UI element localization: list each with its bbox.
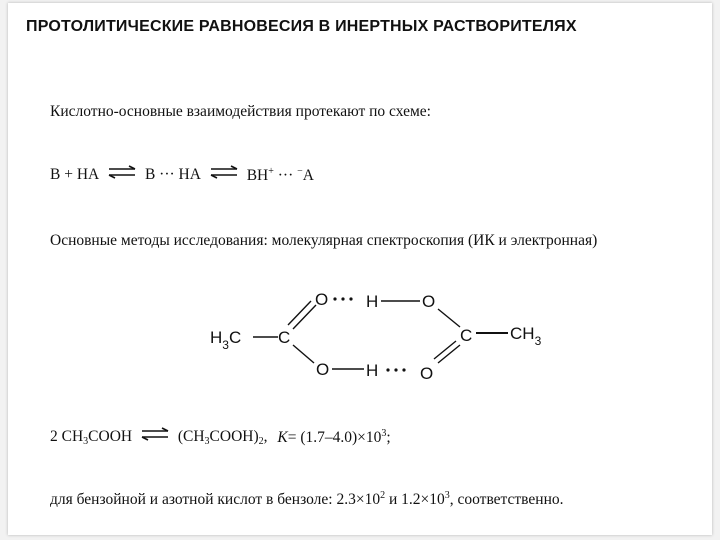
acetic-acid-dimer-diagram	[198, 283, 578, 393]
scheme-equation	[50, 165, 314, 185]
h-bottom-label: H	[366, 361, 379, 380]
equilibrium-arrow-icon	[209, 165, 239, 179]
o-top-right-label: O	[422, 292, 436, 311]
c-left-label: C	[278, 328, 291, 347]
equilibrium-constant: $K= (1.7-4.0)\times 10^3$;	[277, 427, 391, 447]
scheme-right: BH+ ··· −A	[246, 165, 314, 185]
scheme-intro: Кислотно-основные взаимодействия протекают по схеме:	[50, 103, 431, 120]
ch3-label: $CH_3$	[510, 324, 542, 348]
h-top-label: H	[366, 292, 379, 311]
equilibrium-arrow-icon	[107, 165, 137, 179]
slide-frame	[8, 3, 712, 535]
o-bottom-right-label: O	[420, 364, 434, 383]
slide-title: ПРОТОЛИТИЧЕСКИЕ РАВНОВЕСИЯ В ИНЕРТНЫХ РАСТВОРИТЕЛЯХ	[26, 18, 577, 35]
footer-text: для бензойной и азотной кислот в бензоле: $2.3\times 10^2$ и $1.2\times 10^3$, соответственно.	[50, 490, 564, 509]
methods-text: Основные методы исследования: молекулярная спектроскопия (ИК и электронная)	[50, 232, 598, 249]
scheme-middle: B ··· HA	[144, 166, 201, 184]
scheme-left: B + HA	[50, 166, 100, 184]
c-right-label: C	[460, 326, 473, 345]
o-bottom-left-label: O	[316, 360, 330, 379]
o-top-left-label: O	[315, 290, 329, 309]
h3c-label: $H_3C$	[210, 328, 242, 352]
dimer-equation: 2 $CH_3COOH$ $(CH_3COOH)_2$, $K= (1.7-4.0)\times 10^3$;	[50, 427, 391, 448]
equilibrium-arrow-icon	[140, 427, 170, 441]
